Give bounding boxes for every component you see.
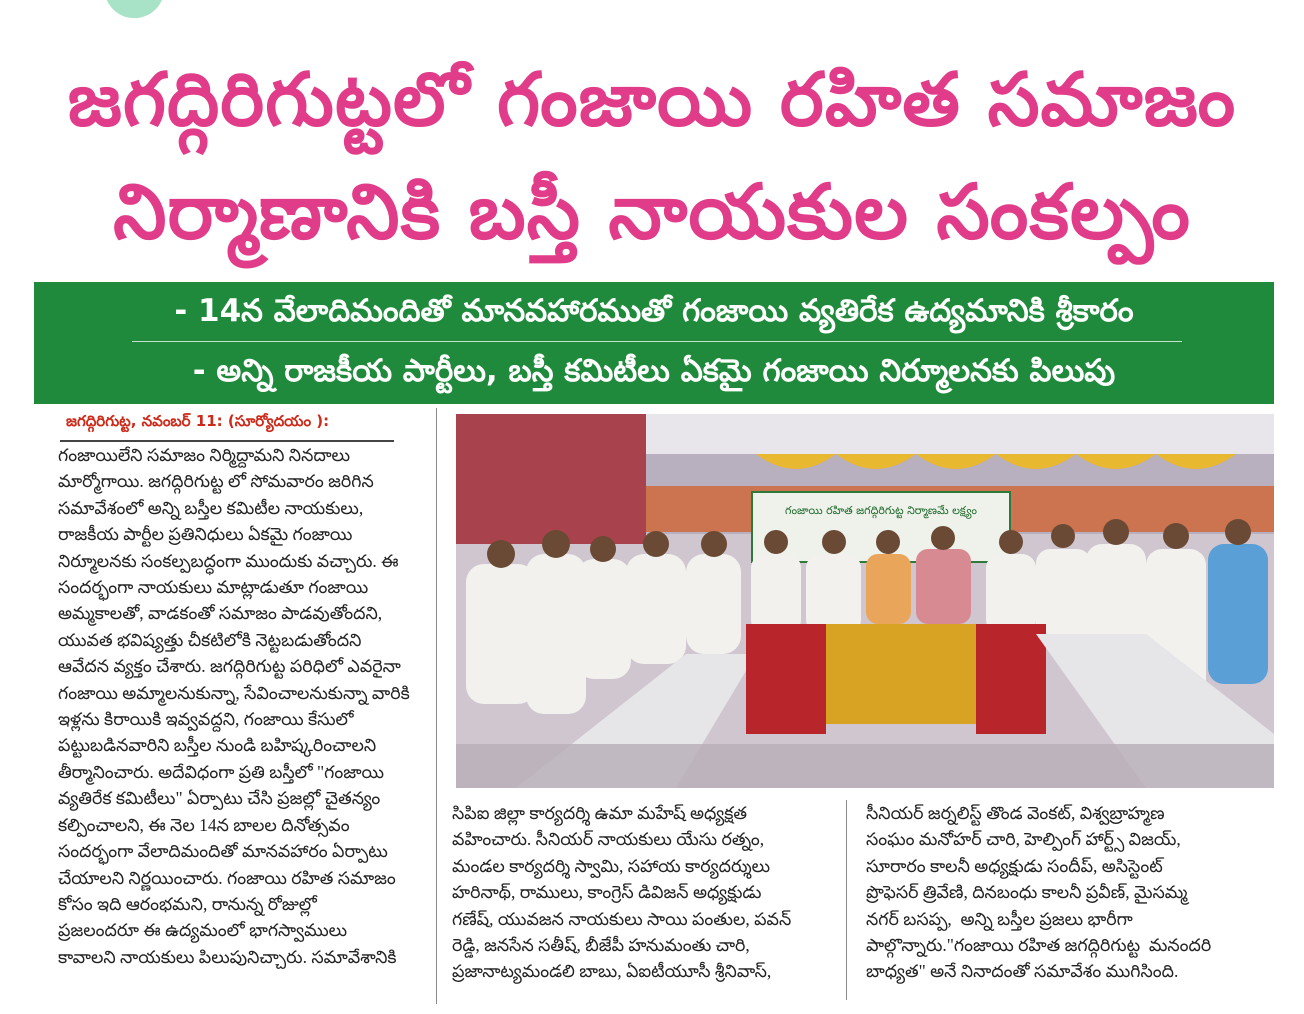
subheading-divider [132, 341, 1182, 342]
article-column-1: గంజాయిలేని సమాజం నిర్మిద్దామని నినదాలు మార్మోగాయి. జగద్గిరిగుట్ట లో సోమవారం జరిగిన సమావేశంలో అన్ని బస్తీల కమిటీల నాయకులు, రాజకీయ పార్టీల ప్రతినిధులు ఏకమై గంజాయి నిర్మూలనకు సంకల్పబద్ధంగా ముందుకు వచ్చారు. ఈ సందర్భంగా నాయకులు మాట్లాడుతూ గంజాయి అమ్మకాలతో, వాడకంతో సమాజం పాడవుతోందని, యువత భవిష్యత్తు చీకటిలోకి నెట్టబడుతోందని ఆవేదన వ్యక్తం చేశారు. జగద్గిరిగుట్ట పరిధిలో ఎవరైనా గంజాయి అమ్మాలనుకున్నా, సేవించాలనుకున్నా వారికి ఇళ్లను కిరాయికి ఇవ్వవద్దని, గంజాయి కేసులో పట్టుబడినవారిని బస్తీల నుండి బహిష్కరించాలని తీర్మానించారు. అదేవిధంగా ప్రతి బస్తీలో "గంజాయి వ్యతిరేక కమిటీలు" ఏర్పాటు చేసి ప్రజల్లో చైతన్యం కల్పించాలని, ఈ నెల 14న బాలల దినోత్సవం సందర్భంగా వేలాదిమందితో మానవహారం ఏర్పాటు చేయాలని నిర్ణయించారు. గంజాయి రహిత సమాజం కోసం ఇది ఆరంభమని, రానున్న రోజుల్లో ప్రజలందరూ ఈ ఉద్యమంలో భాగస్వాములు కావాలని నాయకులు పిలుపునిచ్చారు. సమావేశానికి [58, 445, 410, 967]
meeting-photo-illustration [456, 414, 1274, 788]
news-photo [456, 414, 1274, 788]
headline-line-2: నిర్మాణానికి బస్తీ నాయకుల సంకల్పం [113, 167, 1191, 256]
subheading-2: - అన్ని రాజకీయ పార్టీలు, బస్తీ కమిటీలు ఏకమై గంజాయి నిర్మూలనకు పిలుపు [192, 353, 1116, 389]
subheading-band [34, 282, 1274, 404]
masthead-logo-fragment [102, 0, 170, 24]
photo-banner-text: గంజాయి రహిత జగద్గిరిగుట్ట నిర్మాణమే లక్ష్యం [785, 504, 977, 517]
article-column-3: సీనియర్ జర్నలిస్ట్ తొండ వెంకట్, విశ్వబ్రాహ్మణ సంఘం మనోహర్ చారి, హెల్పింగ్ హార్ట్స్ విజయ్, సూరారం కాలనీ అధ్యక్షుడు సందీప్, అసిస్టెంట్ ప్రొఫెసర్ త్రివేణి, దినబంధు కాలనీ ప్రవీణ్, మైసమ్మ నగర్ బసప్ప, అన్ని బస్తీల ప్రజలు భారీగా పాల్గొన్నారు."గంజాయి రహిత జగద్గిరిగుట్ట మనందరి బాధ్యత" అనే నినాదంతో సమావేశం ముగిసింది. [866, 803, 1212, 982]
column-divider [846, 800, 847, 1000]
dateline: జగద్గిరిగుట్ట, నవంబర్ 11: (సూర్యోదయం ): [66, 412, 330, 430]
headline-line-1: జగద్గిరిగుట్టలో గంజాయి రహిత సమాజం [67, 57, 1237, 143]
subheading-1: - 14న వేలాదిమందితో మానవహారముతో గంజాయి వ్యతిరేక ఉద్యమానికి శ్రీకారం [174, 293, 1134, 329]
column-divider [436, 408, 437, 1004]
article-column-2: సిపిఐ జిల్లా కార్యదర్శి ఉమా మహేష్ అధ్యక్షత వహించారు. సీనియర్ నాయకులు యేసు రత్నం, మండల కార్యదర్శి స్వామి, సహాయ కార్యదర్శులు హరినాథ్, రాములు, కాంగ్రెస్ డివిజన్ అధ్యక్షుడు గణేష్, యువజన నాయకులు సాయి పంతుల, పవన్ రెడ్డి, జనసేన సతీష్, బీజేపీ హనుమంతు చారి, ప్రజానాట్యమండలి బాబు, ఏఐటీయూసీ శ్రీనివాస్, [452, 803, 792, 982]
